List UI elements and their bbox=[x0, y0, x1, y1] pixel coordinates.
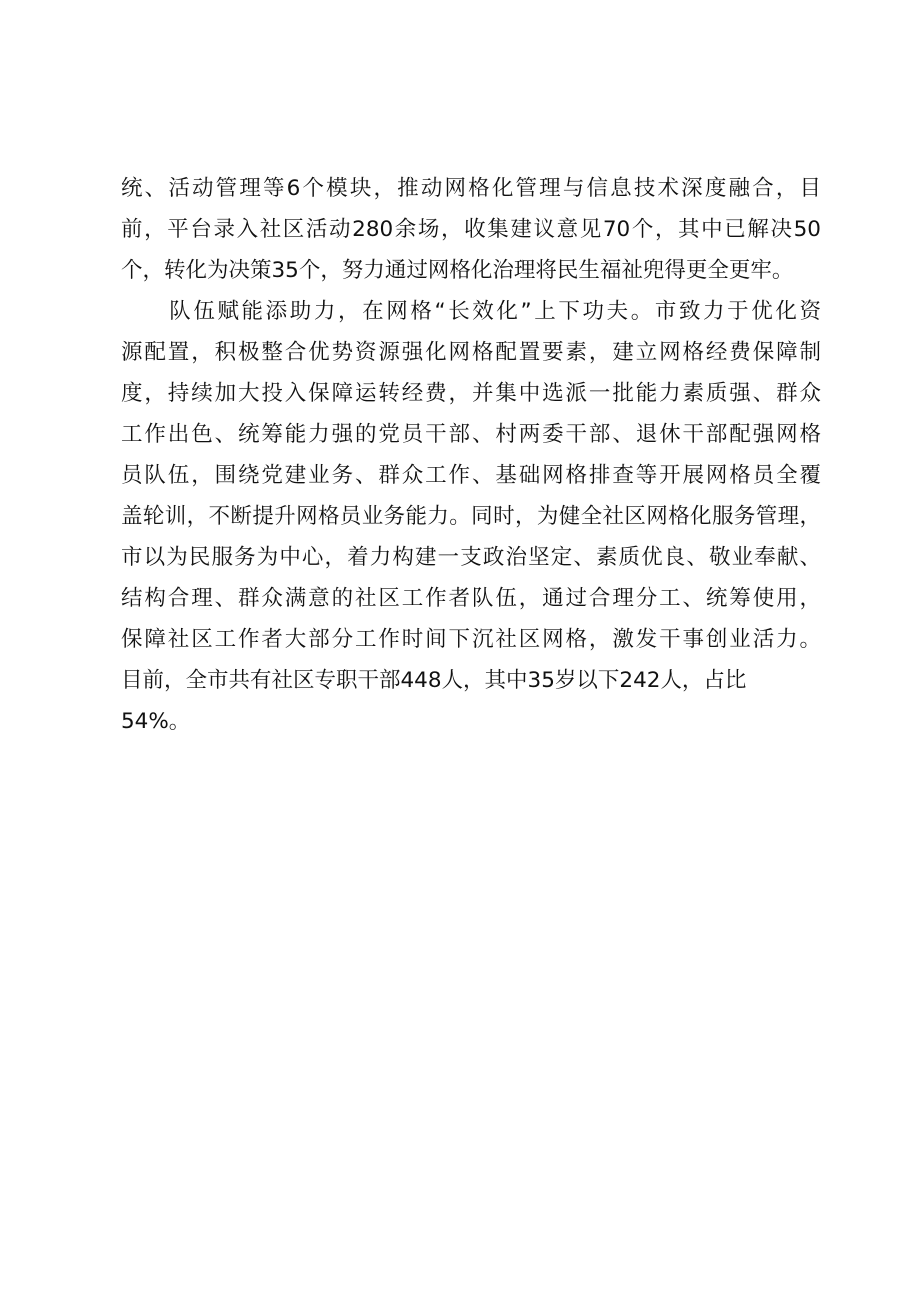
text-line: 员队伍，围绕党建业务、群众工作、基础网格排查等开展网格员全覆 bbox=[121, 463, 821, 488]
paragraph-1 bbox=[121, 168, 821, 291]
text-line: 保障社区工作者大部分工作时间下沉社区网格，激发干事创业活力。 bbox=[121, 627, 821, 652]
text-line: 前，平台录入社区活动280余场，收集建议意见70个，其中已解决50 bbox=[121, 217, 821, 242]
body-text bbox=[121, 168, 821, 742]
text-line: 统、活动管理等6个模块，推动网格化管理与信息技术深度融合，目 bbox=[121, 176, 821, 201]
text-line: 队伍赋能添助力，在网格“长效化”上下功夫。市致力于优化资 bbox=[121, 299, 821, 324]
text-line: 盖轮训，不断提升网格员业务能力。同时，为健全社区网格化服务管理， bbox=[121, 504, 821, 529]
text-line: 源配置，积极整合优势资源强化网格配置要素，建立网格经费保障制 bbox=[121, 340, 821, 365]
text-line: 目前，全市共有社区专职干部448人，其中35岁以下242人，占比 bbox=[121, 668, 747, 693]
text-line: 度，持续加大投入保障运转经费，并集中选派一批能力素质强、群众 bbox=[121, 381, 821, 406]
text-line: 工作出色、统筹能力强的党员干部、村两委干部、退休干部配强网格 bbox=[121, 422, 821, 447]
paragraph-2 bbox=[121, 291, 821, 742]
text-line: 54%。 bbox=[121, 709, 191, 734]
text-line: 个，转化为决策35个，努力通过网格化治理将民生福祉兜得更全更牢。 bbox=[121, 258, 794, 283]
text-line: 市以为民服务为中心，着力构建一支政治坚定、素质优良、敬业奉献、 bbox=[121, 545, 821, 570]
text-line: 结构合理、群众满意的社区工作者队伍，通过合理分工、统筹使用， bbox=[121, 586, 821, 611]
